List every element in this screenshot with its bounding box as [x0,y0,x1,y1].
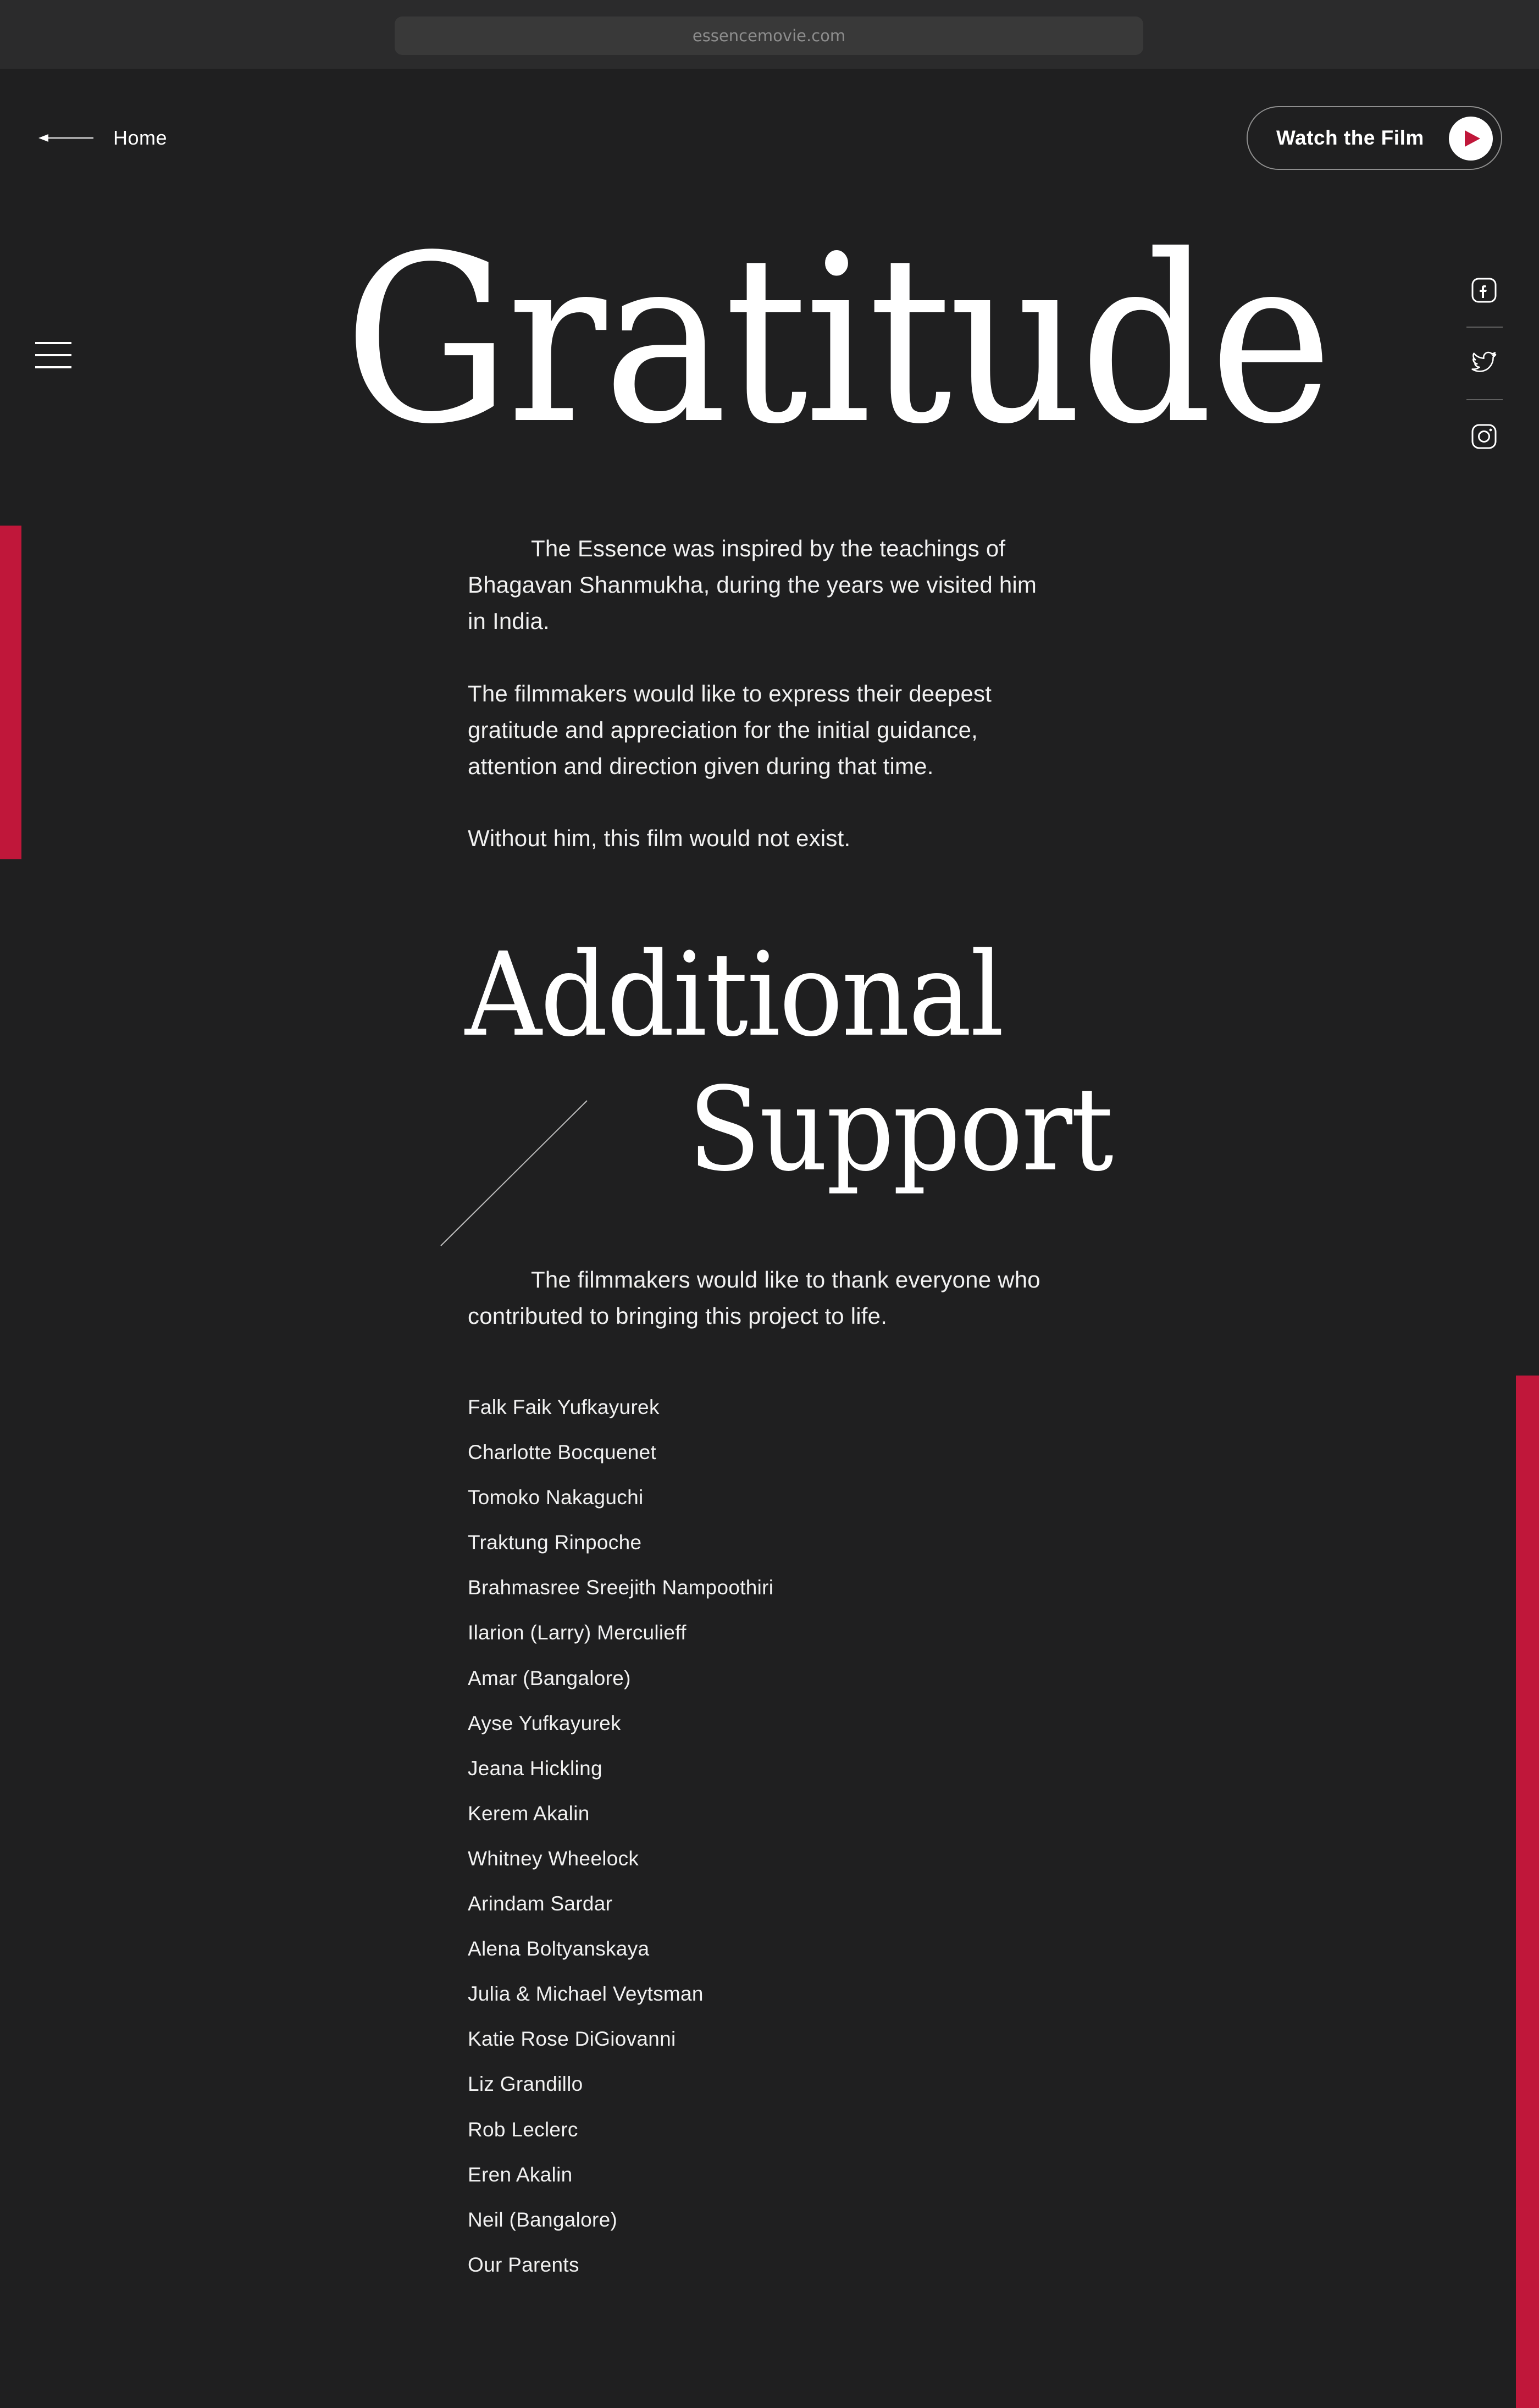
list-item: Katie Rose DiGiovanni [468,2028,676,2051]
list-item: Brahmasree Sreejith Nampoothiri [468,1576,774,1599]
menu-icon[interactable] [35,340,71,371]
address-bar[interactable]: essencemovie.com [395,16,1143,55]
list-item: Ilarion (Larry) Merculieff [468,1621,687,1644]
list-item: Rob Leclerc [468,2118,578,2141]
gratitude-paragraph: The Essence was inspired by the teachings of Bhagavan Shanmukha, during the years we visited him in India. [468,535,1037,634]
section-title: Additional [465,927,1003,1062]
list-item: Arindam Sardar [468,1892,613,1915]
list-item: Tomoko Nakaguchi [468,1486,644,1509]
gratitude-paragraph: Without him, this film would not exist. [468,825,851,851]
arrow-left-icon [38,132,93,143]
gratitude-paragraph: The filmmakers would like to express their deepest gratitude and appreciation for the initial guidance, attention and direction given during that time. [468,681,992,779]
support-intro: The filmmakers would like to thank everyone who contributed to bringing this project to life. [468,1267,1040,1329]
list-item: Traktung Rinpoche [468,1531,642,1554]
facebook-icon[interactable] [1468,274,1501,307]
list-item: Whitney Wheelock [468,1847,639,1870]
decorative-divider [440,1100,588,1248]
watch-the-film-button[interactable] [1247,106,1502,170]
list-item: Falk Faik Yufkayurek [468,1396,660,1418]
play-icon [1449,117,1493,161]
list-item: Alena Boltyanskaya [468,1937,650,1960]
accent-bar-right [1516,1376,1539,2408]
social-divider [1466,399,1503,400]
list-item: Ayse Yufkayurek [468,1711,621,1735]
supporters-list [468,1391,773,2294]
page-title: Gratitude [344,206,1330,475]
list-item: Neil (Bangalore) [468,2208,618,2231]
list-item: Eren Akalin [468,2163,573,2186]
section-title: Support [688,1062,1112,1197]
watch-the-film-label: Watch the Film [1276,126,1424,149]
home-link[interactable] [38,124,167,152]
accent-bar-left [0,526,21,859]
list-item: Jeana Hickling [468,1757,602,1780]
list-item: Liz Grandillo [468,2073,583,2096]
twitter-icon[interactable] [1468,346,1501,379]
social-divider [1466,327,1503,328]
browser-toolbar [0,0,1539,69]
instagram-icon[interactable] [1468,420,1501,453]
list-item: Julia & Michael Veytsman [468,1982,704,2006]
home-label: Home [113,126,168,149]
list-item: Charlotte Bocquenet [468,1441,657,1464]
list-item: Our Parents [468,2253,579,2276]
list-item: Kerem Akalin [468,1802,590,1825]
list-item: Amar (Bangalore) [468,1666,631,1689]
